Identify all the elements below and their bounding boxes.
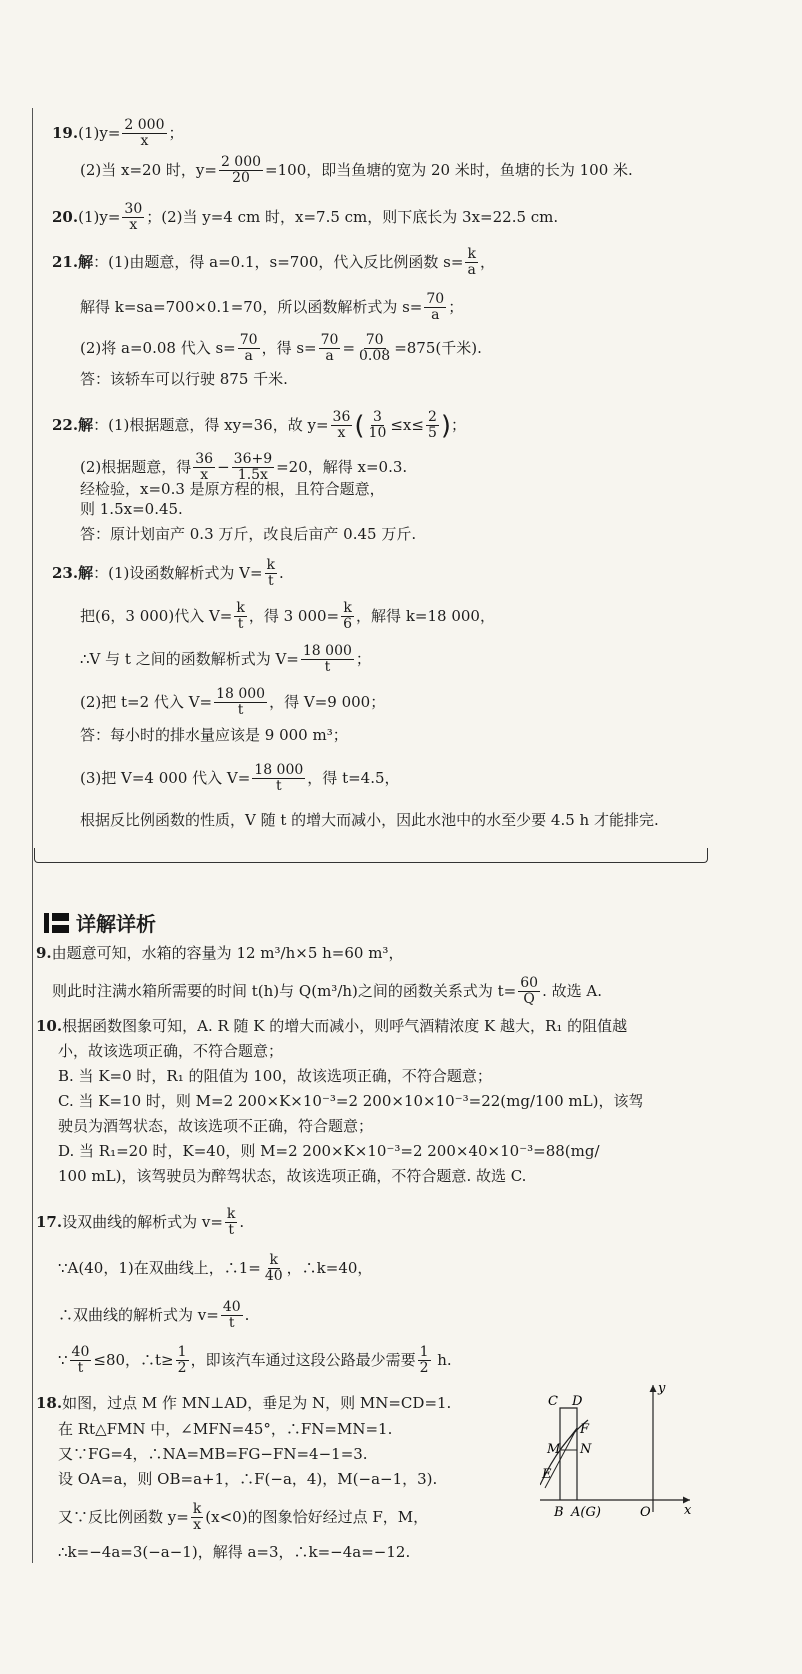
label-m: M (547, 1442, 561, 1457)
s10-line4: C. 当 K=10 时，则 M=2 200×K×10⁻³=2 200×10×10⁻³=22(mg/100 mL)，该驾 (58, 1092, 644, 1110)
s18-line6: ∴k=−4a=3(−a−1)，解得 a=3，∴k=−4a=−12. (58, 1543, 411, 1561)
label-o: O (640, 1505, 651, 1520)
s18-line2: 在 Rt△FMN 中，∠MFN=45°，∴FN=MN=1. (58, 1420, 393, 1438)
label-b: B (554, 1505, 564, 1520)
s10-line5: 驶员为酒驾状态，故该选项不正确，符合题意； (58, 1117, 374, 1135)
q23-line4: (2)把 t=2 代入 V= $\frac{18 000}{t}$ ，得 V=9 000； (80, 686, 386, 719)
label-ag: A(G) (571, 1505, 601, 1520)
q23-line2: 把(6，3 000)代入 V= $\frac{k}{t}$ ，得 3 000= $\frac{k}{6}$ ，解得 k=18 000， (80, 600, 495, 633)
s17-line2: ∵A(40，1)在双曲线上，∴1= $\frac{k}{40}$ ，∴k=40， (58, 1252, 373, 1285)
q21-line2: 解得 k=sa=700×0.1=70，所以函数解析式为 s= $\frac{70}{a}$ ； (80, 291, 464, 324)
s10-line7: 100 mL)，该驾驶员为醉驾状态，故该选项正确，不符合题意. 故选 C. (58, 1167, 527, 1185)
rectangle-bcda (560, 1408, 577, 1500)
s9-line2: 则此时注满水箱所需要的时间 t(h)与 Q(m³/h)之间的函数关系式为 t= $\frac{60}{Q}$ . 故选 A. (52, 975, 602, 1008)
section-header (44, 908, 156, 937)
s17-line3: ∴双曲线的解析式为 v= $\frac{40}{t}$ . (58, 1299, 250, 1332)
s10-line6: D. 当 R₁=20 时，K=40，则 M=2 200×K×10⁻³=2 200×40×10⁻³=88(mg/ (58, 1142, 600, 1160)
q23-line6: (3)把 V=4 000 代入 V= $\frac{18 000}{t}$ ，得 t=4.5， (80, 762, 400, 795)
section-bars-icon (44, 913, 70, 933)
label-c: C (548, 1394, 558, 1409)
s18-line4: 设 OA=a，则 OB=a+1，∴F(−a，4)，M(−a−1，3). (58, 1470, 438, 1488)
q21-line1: 21.解：(1)由题意，得 a=0.1，s=700，代入反比例函数 s= $\frac{k}{a}$ ， (52, 246, 495, 279)
s17-line1: 17.设双曲线的解析式为 v= $\frac{k}{t}$ . (36, 1206, 245, 1239)
s9-line1: 9.由题意可知，水箱的容量为 12 m³/h×5 h=60 m³， (36, 944, 404, 962)
s10-line1: 10.根据函数图象可知，A. R 随 K 的增大而减小，则呼气酒精浓度 K 越大，R₁ 的阻值越 (36, 1017, 628, 1035)
q23-line3: ∴V 与 t 之间的函数解析式为 V= $\frac{18 000}{t}$ ； (80, 643, 371, 676)
q23-line1: 23.解：(1)设函数解析式为 V= $\frac{k}{t}$ . (52, 557, 284, 590)
label-f: F (580, 1422, 590, 1437)
q20-line1: 20.(1)y= $\frac{30}{x}$ ；(2)当 y=4 cm 时，x=7.5 cm，则下底长为 3x=22.5 cm. (52, 201, 559, 234)
q21-line3: (2)将 a=0.08 代入 s= $\frac{70}{a}$ ，得 s= $\frac{70}{a}$ = $\frac{70}{0.08}$ =875(千米). (80, 332, 482, 365)
label-x: x (684, 1503, 692, 1518)
left-margin-rule (32, 108, 33, 1563)
q22-line4: 则 1.5x=0.45. (80, 500, 183, 518)
q23-line7: 根据反比例函数的性质，V 随 t 的增大而减小，因此水池中的水至少要 4.5 h 才能排完. (80, 811, 659, 829)
s18-line5: 又∵反比例函数 y= $\frac{k}{x}$ (x<0)的图象恰好经过点 F，M， (58, 1501, 429, 1534)
s10-line2: 小，故该选项正确，不符合题意； (58, 1042, 284, 1060)
q19-line1: 19.(1)y= $\frac{2 000}{x}$ ； (52, 117, 184, 150)
answer-bracket (34, 848, 708, 863)
label-n: N (580, 1442, 592, 1457)
q22-line3: 经检验，x=0.3 是原方程的根，且符合题意， (80, 480, 385, 498)
s17-line4: ∵ $\frac{40}{t}$ ≤80，∴t≥ $\frac{1}{2}$ ，即该汽车通过这段公路最少需要 $\frac{1}{2}$ h. (58, 1344, 452, 1377)
s18-line3: 又∵FG=4，∴NA=MB=FG−FN=4−1=3. (58, 1445, 368, 1463)
q22-line5: 答：原计划亩产 0.3 万斤，改良后亩产 0.45 万斤. (80, 525, 417, 543)
section-title: 详解详析 (76, 912, 156, 936)
s18-line1: 18.如图，过点 M 作 MN⊥AD，垂足为 N，则 MN=CD=1. (36, 1394, 452, 1412)
label-e: E (542, 1467, 552, 1482)
q22-line2: (2)根据题意，得 $\frac{36}{x}$ − $\frac{36+9}{1.5x}$ =20，解得 x=0.3. (80, 451, 408, 484)
q19-line2: (2)当 x=20 时，y= $\frac{2 000}{20}$ =100，即当鱼塘的宽为 20 米时，鱼塘的长为 100 米. (80, 154, 633, 187)
label-y: y (658, 1381, 666, 1396)
geometry-figure (540, 1380, 700, 1520)
q21-line4: 答：该轿车可以行驶 875 千米. (80, 370, 288, 388)
q23-line5: 答：每小时的排水量应该是 9 000 m³； (80, 726, 348, 744)
s10-line3: B. 当 K=0 时，R₁ 的阻值为 100，故该选项正确，不符合题意； (58, 1067, 492, 1085)
q22-line1: 22.解：(1)根据题意，得 xy=36，故 y= $\frac{36}{x}$ ( $\frac{3}{10}$ ≤x≤ $\frac{2}{5}$ )； (52, 409, 467, 442)
label-d: D (572, 1394, 583, 1409)
